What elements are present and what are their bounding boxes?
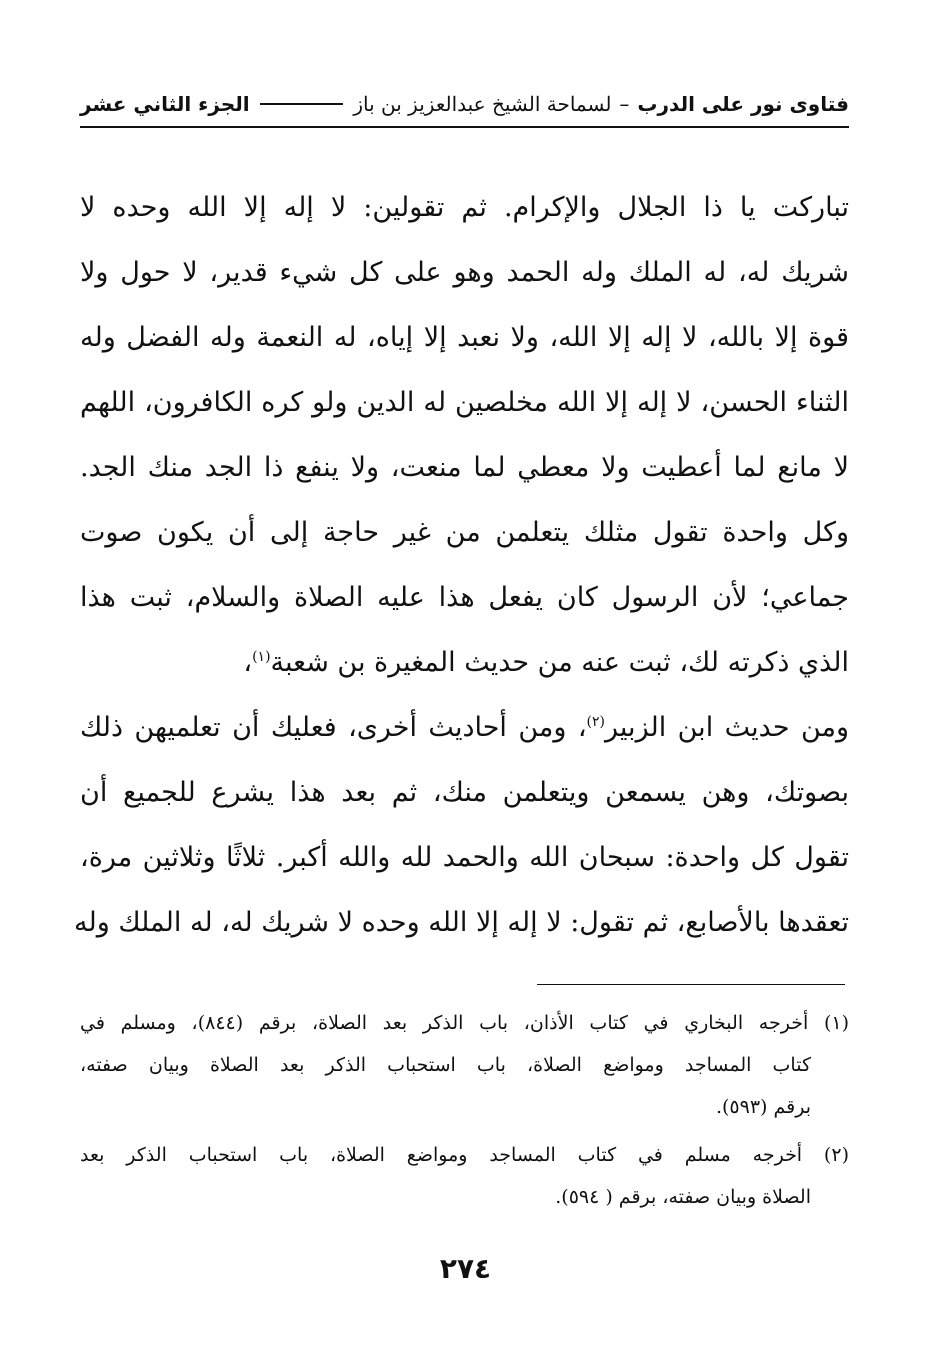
footnote-1-line: كتاب المساجد ومواضع الصلاة، باب استحباب الذكر بعد الصلاة وبيان صفته، [80, 1054, 811, 1076]
text-line: شريك له، له الملك وله الحمد وهو على كل شيء قدير، لا حول ولا [80, 257, 849, 288]
header-underline [80, 126, 849, 128]
footnote-2-line: الصلاة وبيان صفته، برقم ( ٥٩٤). [555, 1186, 811, 1208]
text-line: تعقدها بالأصابع، ثم تقول: لا إله إلا الله وحده لا شريك له، له الملك وله [74, 907, 849, 938]
footnote-1-line: (١) أخرجه البخاري في كتاب الأذان، باب الذكر بعد الصلاة، برقم (٨٤٤)، ومسلم في [80, 1012, 850, 1034]
main-text [74, 178, 850, 958]
text-line: وكل واحدة تقول مثلك يتعلمن من غير حاجة إلى أن يكون صوت [80, 517, 849, 548]
text-line: تباركت يا ذا الجلال والإكرام. ثم تقولين: لا إله إلا الله وحده لا [80, 192, 849, 223]
footnote-ref-1[interactable]: (١) [252, 649, 271, 665]
footnote-ref-2[interactable]: (٢) [586, 714, 606, 730]
text-line [80, 698, 849, 763]
footnotes [80, 1004, 849, 1220]
text-segment: ، [243, 647, 253, 678]
footnote-1-line: برقم (٥٩٣). [715, 1096, 811, 1118]
text-line: الثناء الحسن، لا إله إلا الله مخلصين له الدين ولو كره الكافرون، اللهم [80, 387, 849, 418]
text-line: لا مانع لما أعطيت ولا معطي لما منعت، ولا ينفع ذا الجد منك الجد. [80, 452, 849, 483]
text-line [80, 633, 849, 698]
volume-label: الجزء الثاني عشر [80, 92, 250, 116]
text-line: قوة إلا بالله، لا إله إلا الله، ولا نعبد إلا إياه، له النعمة وله الفضل وله [80, 322, 849, 353]
series-title: فتاوى نور على الدرب [637, 92, 849, 116]
text-line: جماعي؛ لأن الرسول كان يفعل هذا عليه الصلاة والسلام، ثبت هذا [80, 582, 849, 613]
text-line: بصوتك، وهن يسمعن ويتعلمن منك، ثم بعد هذا يشرع للجميع أن [80, 777, 849, 808]
text-segment: الذي ذكرته لك، ثبت عنه من حديث المغيرة بن شعبة [270, 647, 849, 678]
header-dash-rule [260, 103, 344, 105]
header-separator: – [619, 92, 630, 116]
text-segment: ومن حديث ابن الزبير [605, 712, 850, 743]
page-number: ٢٧٤ [439, 1252, 492, 1285]
text-line: تقول كل واحدة: سبحان الله والحمد لله والله أكبر. ثلاثًا وثلاثين مرة، [80, 842, 849, 873]
running-header [80, 84, 849, 124]
text-segment: ، ومن أحاديث أخرى، فعليك أن تعلميهن ذلك [80, 712, 587, 743]
author-name: لسماحة الشيخ عبدالعزيز بن باز [353, 92, 612, 116]
footnote-separator [537, 984, 845, 985]
footnote-2-line: (٢) أخرجه مسلم في كتاب المساجد ومواضع الصلاة، باب استحباب الذكر بعد [80, 1144, 849, 1166]
